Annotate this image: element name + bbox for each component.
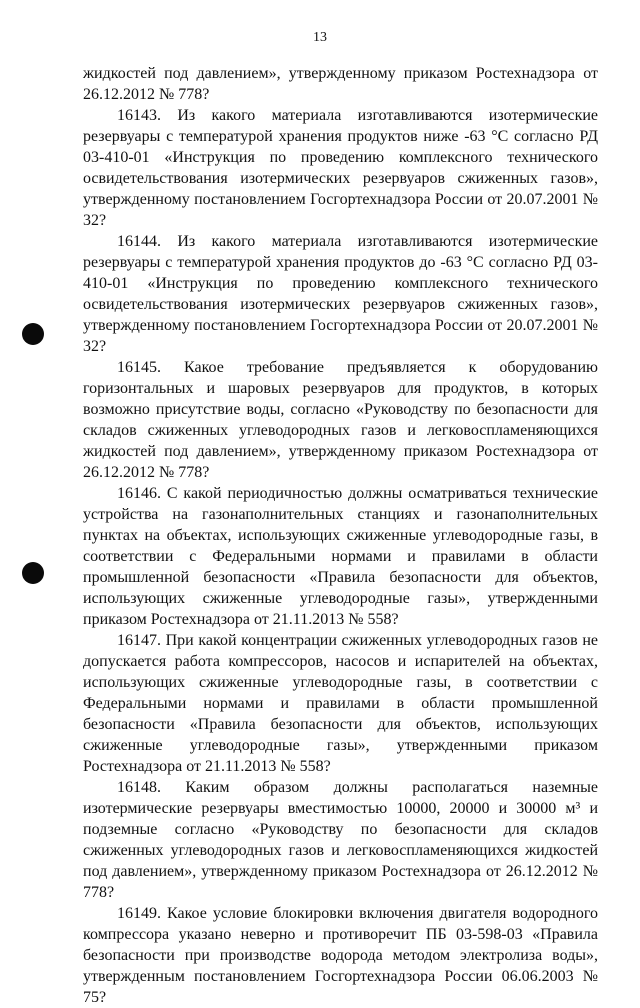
paragraph-continuation: жидкостей под давлением», утвержденному приказом Ростехнадзора от 26.12.2012 № 778?	[83, 65, 598, 103]
question-16144: 16144. Из какого материала изготавливаются изотермические резервуары с температурой хранения продуктов до -63 °C согласно РД 03-410-01 «Инструкция по проведению комплексного технического освидетельствования изотермических резервуаров сжиженных газов», утвержденному постановлением Госгортехнадзора России от 20.07.2001 № 32?	[83, 233, 598, 355]
punch-hole-mark	[22, 323, 44, 345]
question-16145: 16145. Какое требование предъявляется к оборудованию горизонтальных и шаровых резервуаров для продуктов, в которых возможно присутствие воды, согласно «Руководству по безопасности для складов сжиженных углеводородных газов и легковоспламеняющихся жидкостей под давлением», утвержденному приказом Ростехнадзора от 26.12.2012 № 778?	[83, 359, 598, 481]
question-16143: 16143. Из какого материала изготавливаются изотермические резервуары с температурой хранения продуктов ниже -63 °C согласно РД 03-410-01 «Инструкция по проведению комплексного технического освидетельствования изотермических резервуаров сжиженных газов», утвержденному постановлением Госгортехнадзора России от 20.07.2001 № 32?	[83, 107, 598, 229]
punch-hole-mark	[22, 562, 44, 584]
question-16148: 16148. Каким образом должны располагаться наземные изотермические резервуары вместимостью 10000, 20000 и 30000 м³ и подземные согласно «Руководству по безопасности для складов сжиженных углеводородных газов и легковоспламеняющихся жидкостей под давлением», утвержденному приказом Ростехнадзора от 26.12.2012 № 778?	[83, 779, 598, 901]
question-16149: 16149. Какое условие блокировки включения двигателя водородного компрессора указано неверно и противоречит ПБ 03-598-03 «Правила безопасности при производстве водорода методом электролиза воды», утвержденным постановлением Госгортехнадзора России 06.06.2003 № 75?	[83, 905, 598, 1006]
question-16147: 16147. При какой концентрации сжиженных углеводородных газов не допускается работа компрессоров, насосов и испарителей на объектах, использующих сжиженные углеводородные газы, в соответствии с Федеральными нормами и правилами в области промышленной безопасности «Правила безопасности для объектов, использующих сжиженные углеводородные газы», утвержденными приказом Ростехнадзора от 21.11.2013 № 558?	[83, 632, 598, 775]
document-body	[83, 63, 598, 1008]
question-16146: 16146. С какой периодичностью должны осматриваться технические устройства на газонаполнительных станциях и газонаполнительных пунктах на объектах, использующих сжиженные углеводородные газы, в соответствии с Федеральными нормами и правилами в области промышленной безопасности «Правила безопасности для объектов, использующих сжиженные углеводородные газы», утвержденными приказом Ростехнадзора от 21.11.2013 № 558?	[83, 485, 598, 628]
page-number: 13	[313, 30, 327, 45]
